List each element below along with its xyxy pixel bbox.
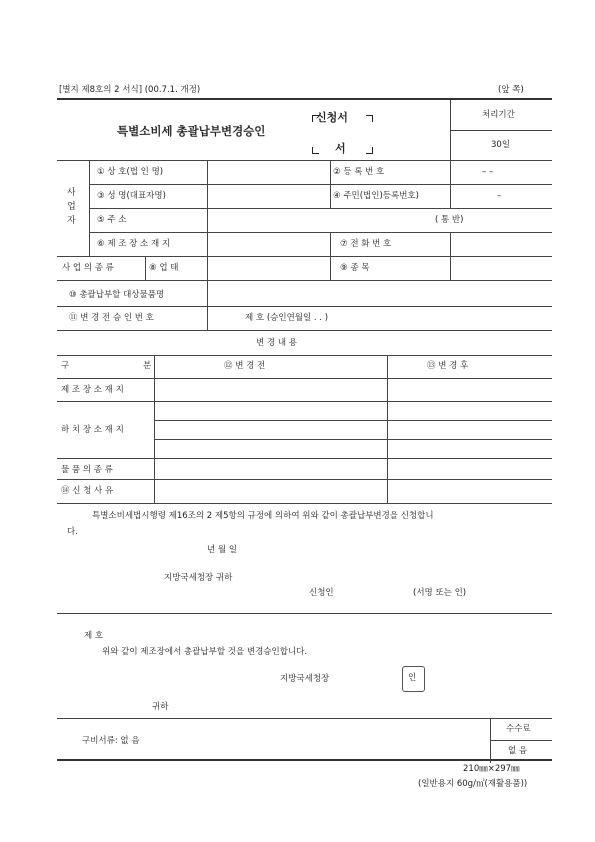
declaration-text-line2: 다. — [67, 527, 78, 537]
representative-label: ③ 성 명(대표자명) — [97, 191, 166, 201]
fee-label: 수수료 — [506, 724, 531, 734]
address-label: ⑤ 주 소 — [97, 215, 127, 225]
declaration-date: 년 월 일 — [207, 545, 238, 555]
approval-number: 제 호 — [84, 631, 104, 641]
business-category-label: ⑧ 업 태 — [149, 263, 179, 273]
category-header-a: 구 — [61, 361, 70, 371]
paper-size: 210㎜×297㎜ — [463, 764, 520, 774]
form-code: [별지 제8호의 2 서식] (00.7.1. 개정) — [59, 85, 201, 95]
approval-text: 위와 같이 제조장에서 총괄납부할 것을 변경승인합니다. — [102, 647, 308, 657]
bracket-corner — [366, 115, 373, 122]
prior-approval-label: ⑪ 변 경 전 승 인 번 호 — [69, 313, 154, 323]
resident-number-label: ④ 주민(법인)등록번호) — [333, 191, 419, 201]
business-label-2: 업 — [67, 202, 76, 212]
application-reason-row-label: ⑭ 신 청 사 유 — [61, 486, 114, 496]
application-form — [57, 98, 552, 761]
phone-label: ⑦ 전 화 번 호 — [340, 239, 392, 249]
company-name-label: ① 상 호(법 인 명) — [97, 167, 164, 177]
resident-number-value: – — [497, 191, 502, 201]
title-bracket-bottom: 서 — [335, 142, 346, 155]
storage-location-row-label: 하 치 장 소 재 지 — [61, 425, 124, 435]
approval-office: 지방국세청장 — [280, 674, 330, 684]
processing-period-label: 처리기간 — [482, 110, 515, 120]
form-title: 특별소비세 총괄납부변경승인 — [117, 124, 266, 138]
applicant-label: 신청인 — [309, 588, 334, 598]
bracket-corner — [312, 147, 319, 154]
declaration-text-line1: 특별소비세법시행령 제16조의 2 제5항의 규정에 의하여 위와 같이 총괄납부변경을 신청합니 — [92, 511, 434, 521]
target-goods-label: ⑩ 총괄납부할 대상물품명 — [69, 290, 165, 300]
goods-type-row-label: 물 품 의 종 류 — [61, 465, 113, 475]
registration-number-label: ② 등 록 번 호 — [333, 167, 385, 177]
approval-to: 귀하 — [152, 702, 169, 712]
title-bracket-top: 신청서 — [316, 111, 348, 124]
category-header-b: 분 — [143, 361, 152, 371]
paper-type: (일반용지 60g/㎡(재활용품)) — [418, 779, 528, 789]
business-label-3: 자 — [67, 216, 76, 226]
prior-approval-value: 제 호 (승인연월일 . . ) — [245, 313, 329, 323]
factory-location-label: ⑥ 제 조 장 소 재 지 — [97, 239, 171, 249]
required-documents: 구비서류: 없 음 — [82, 736, 140, 746]
page-side-label: (앞 쪽) — [498, 85, 524, 95]
declaration-recipient: 지방국세청장 귀하 — [164, 573, 233, 583]
change-section-title: 변 경 내 용 — [256, 338, 297, 348]
registration-number-value: – – — [482, 167, 494, 177]
business-type-label: 사 업 의 종 류 — [62, 263, 114, 273]
item-label: ⑨ 종 목 — [340, 263, 370, 273]
business-label-1: 사 — [67, 188, 76, 198]
after-header: ⑬ 변 경 후 — [427, 361, 469, 371]
processing-period-value: 30일 — [491, 140, 511, 150]
bracket-corner — [366, 147, 373, 154]
seal-mark: 인 — [408, 673, 417, 683]
fee-value: 없 음 — [508, 746, 528, 756]
before-header: ⑫ 변 경 전 — [224, 361, 266, 371]
address-tong-ban: ( 통 반) — [435, 215, 464, 225]
signature-label: (서명 또는 인) — [413, 588, 467, 598]
factory-location-row-label: 제 조 장 소 재 지 — [61, 385, 124, 395]
